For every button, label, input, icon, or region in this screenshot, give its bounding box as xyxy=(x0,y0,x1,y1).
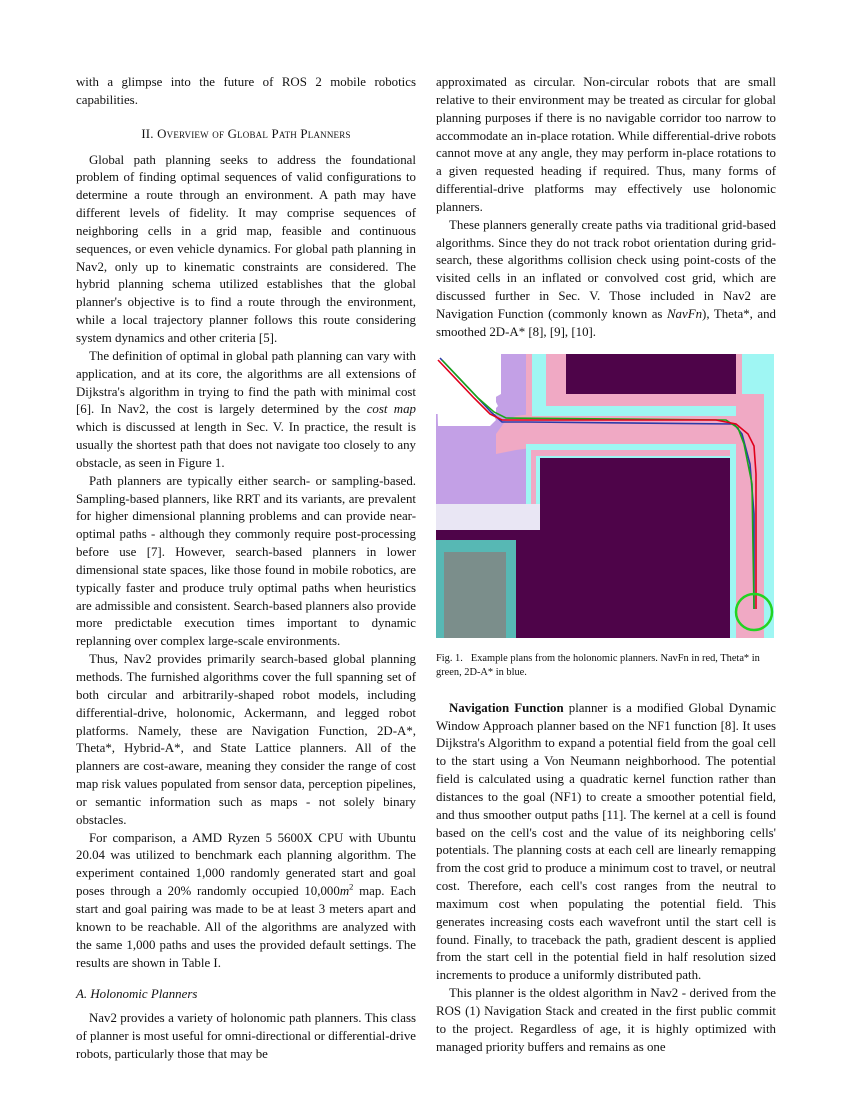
obstacle xyxy=(540,458,730,638)
caption-text: Example plans from the holonomic planners. NavFn in red, Theta* in green, 2D-A* in blue. xyxy=(436,652,760,678)
text-span: These planners generally create paths via traditional grid-based algorithms. Since they do not track robot orientation during grid-search, these algorithms collision check using point-costs of the visited cells in an inflated or convolved cost grid, which are discussed further in Sec. V. Those included in Nav2 are Navigation Function (commonly known as xyxy=(436,217,776,321)
section-heading: II. Overview of Global Path Planners xyxy=(141,126,351,141)
bold-term: Navigation Function xyxy=(449,700,564,715)
costmap-figure xyxy=(436,354,774,638)
text-span: For comparison, a AMD Ryzen 5 5600X CPU with Ubuntu 20.04 was utilized to benchmark each planning algorithm. The experiment contained 1,000 randomly generated start and goal poses through a 20% randomly occupied 10,000 xyxy=(76,830,416,899)
paragraph xyxy=(436,700,776,986)
caption-label: Fig. 1. xyxy=(436,652,463,664)
paragraph: Thus, Nav2 provides primarily search-based global planning methods. The furnished algorithms cover the full spanning set of both circular and arbitrarily-shaped robot models, including differential-drive, holonomic, Ackermann, and legged robot platforms. Namely, these are Navigation Function, 2D-A*, Theta*, Hybrid-A*, and State Lattice planners. All of the planners are cost-aware, meaning they consider the range of cost map risk values populated from sensor data, perception pipelines, or semantic information such as maps - not solely binary obstacles. xyxy=(76,652,416,827)
left-column xyxy=(76,74,416,1064)
text-span: planner is a modified Global Dynamic Window Approach planner based on the NF1 function [8]. It uses Dijkstra's Algorithm to expand a potential field from the goal cell to the start using a Von Neumann neighborhood. The potential field is calculated using a quadratic kernel function rather than distances to the goal (NF1) to create a smoother potential field, and thus smoother output paths [11]. The kernel at a cell is found based on the cell's cost and the value of its neighboring cells' potentials. The planning costs at each cell are linearly remapping from the cost grid to produce a minimum cost to travel, or neutral cost. Therefore, each cell's cost ranges from the neutral to maximum cost when populating the potential field. This generates increasing costs each wavefront until the start cell is found. Finally, to traceback the path, gradient descent is applied from the start cell in the potential field in half resolution sized increments to produce a uniformly distributed path. xyxy=(436,700,776,983)
paragraph: This planner is the oldest algorithm in Nav2 - derived from the ROS (1) Navigation Stack and created in the first public commit to the project. Regardless of age, it is highly optimized with managed priority buffers and remains as one xyxy=(436,986,776,1054)
paragraph: Path planners are typically either search- or sampling-based. Sampling-based planners, like RRT and its variants, are prevalent for higher dimensional planning problems and can provide near-optimal paths - although they commonly require post-processing before use [7]. However, search-based planners in lower dimensional state spaces, like those found in mobile robotics, are typically faster and produce truly optimal paths when heuristics are admissible and consistent. Search-based planners also provide more predictable execution times important to dynamic replanning over complex large-scale environments. xyxy=(76,473,416,649)
math-m: m xyxy=(339,884,350,899)
text-span: which is discussed at length in Sec. V. In practice, the result is usually the shortest path that does not navigate too closely to any obstacle, as seen in Figure 1. xyxy=(76,420,416,470)
figure-caption xyxy=(436,652,776,680)
emphasis-text: NavFn xyxy=(666,306,703,321)
inflation-cyan xyxy=(742,354,774,394)
paragraph xyxy=(436,217,776,342)
text-span: The definition of optimal in global path planning can vary with application, and at its core, the algorithms are all extensions of Dijkstra's algorithm in trying to find the path with minimal cost [6]. In Nav2, the cost is largely determined by the xyxy=(76,348,416,417)
paragraph: Global path planning seeks to address the foundational problem of finding optimal sequences of valid configurations to determine a route through an environment. A path may have different levels of fidelity. It may comprise sequences of neighboring cells in a grid map, feasible and continuous sequences, or even vehicle dynamics. For global path planning in Nav2, only up to kinematic constraints are considered. The hybrid planning schema utilized establishes that the global planner's objective is to find a route through the environment, while a local trajectory planner follows this route considering system dynamics and other criteria [5]. xyxy=(76,152,416,345)
figure-1 xyxy=(436,354,774,638)
paragraph xyxy=(76,348,416,473)
intro-tail-paragraph: with a glimpse into the future of ROS 2 mobile robotics capabilities. xyxy=(76,75,416,107)
text-span: ), Theta*, and smoothed 2D-A* [8], [9], [10]. xyxy=(436,306,776,339)
subsection-heading: A. Holonomic Planners xyxy=(76,987,198,1002)
unknown-region xyxy=(444,552,506,638)
text-span: map. Each start and goal pairing was made to be at least 3 meters apart and known to be reachable. All of the algorithms are analyzed with the same 1,000 paths and uses the provided default settings. The results are shown in Table I. xyxy=(76,884,416,970)
superscript: 2 xyxy=(349,881,354,892)
emphasis-text: cost map xyxy=(366,402,416,417)
right-column xyxy=(436,74,776,1057)
paragraph xyxy=(76,830,416,973)
paragraph: Nav2 provides a variety of holonomic path planners. This class of planner is most useful for omni-directional or differential-drive robots, particularly those that may be xyxy=(76,1011,416,1061)
paragraph: approximated as circular. Non-circular robots that are small relative to their environment may be treated as circular for global planning purposes if there is no navigable corridor too narrow to accommodate an in-place rotation. While differential-drive robots cannot move at any angle, they may perform in-place rotations to a given requested heading if required. Thus, many forms of differential-drive platforms may effectively use holonomic planners. xyxy=(436,75,776,214)
obstacle xyxy=(566,354,736,394)
